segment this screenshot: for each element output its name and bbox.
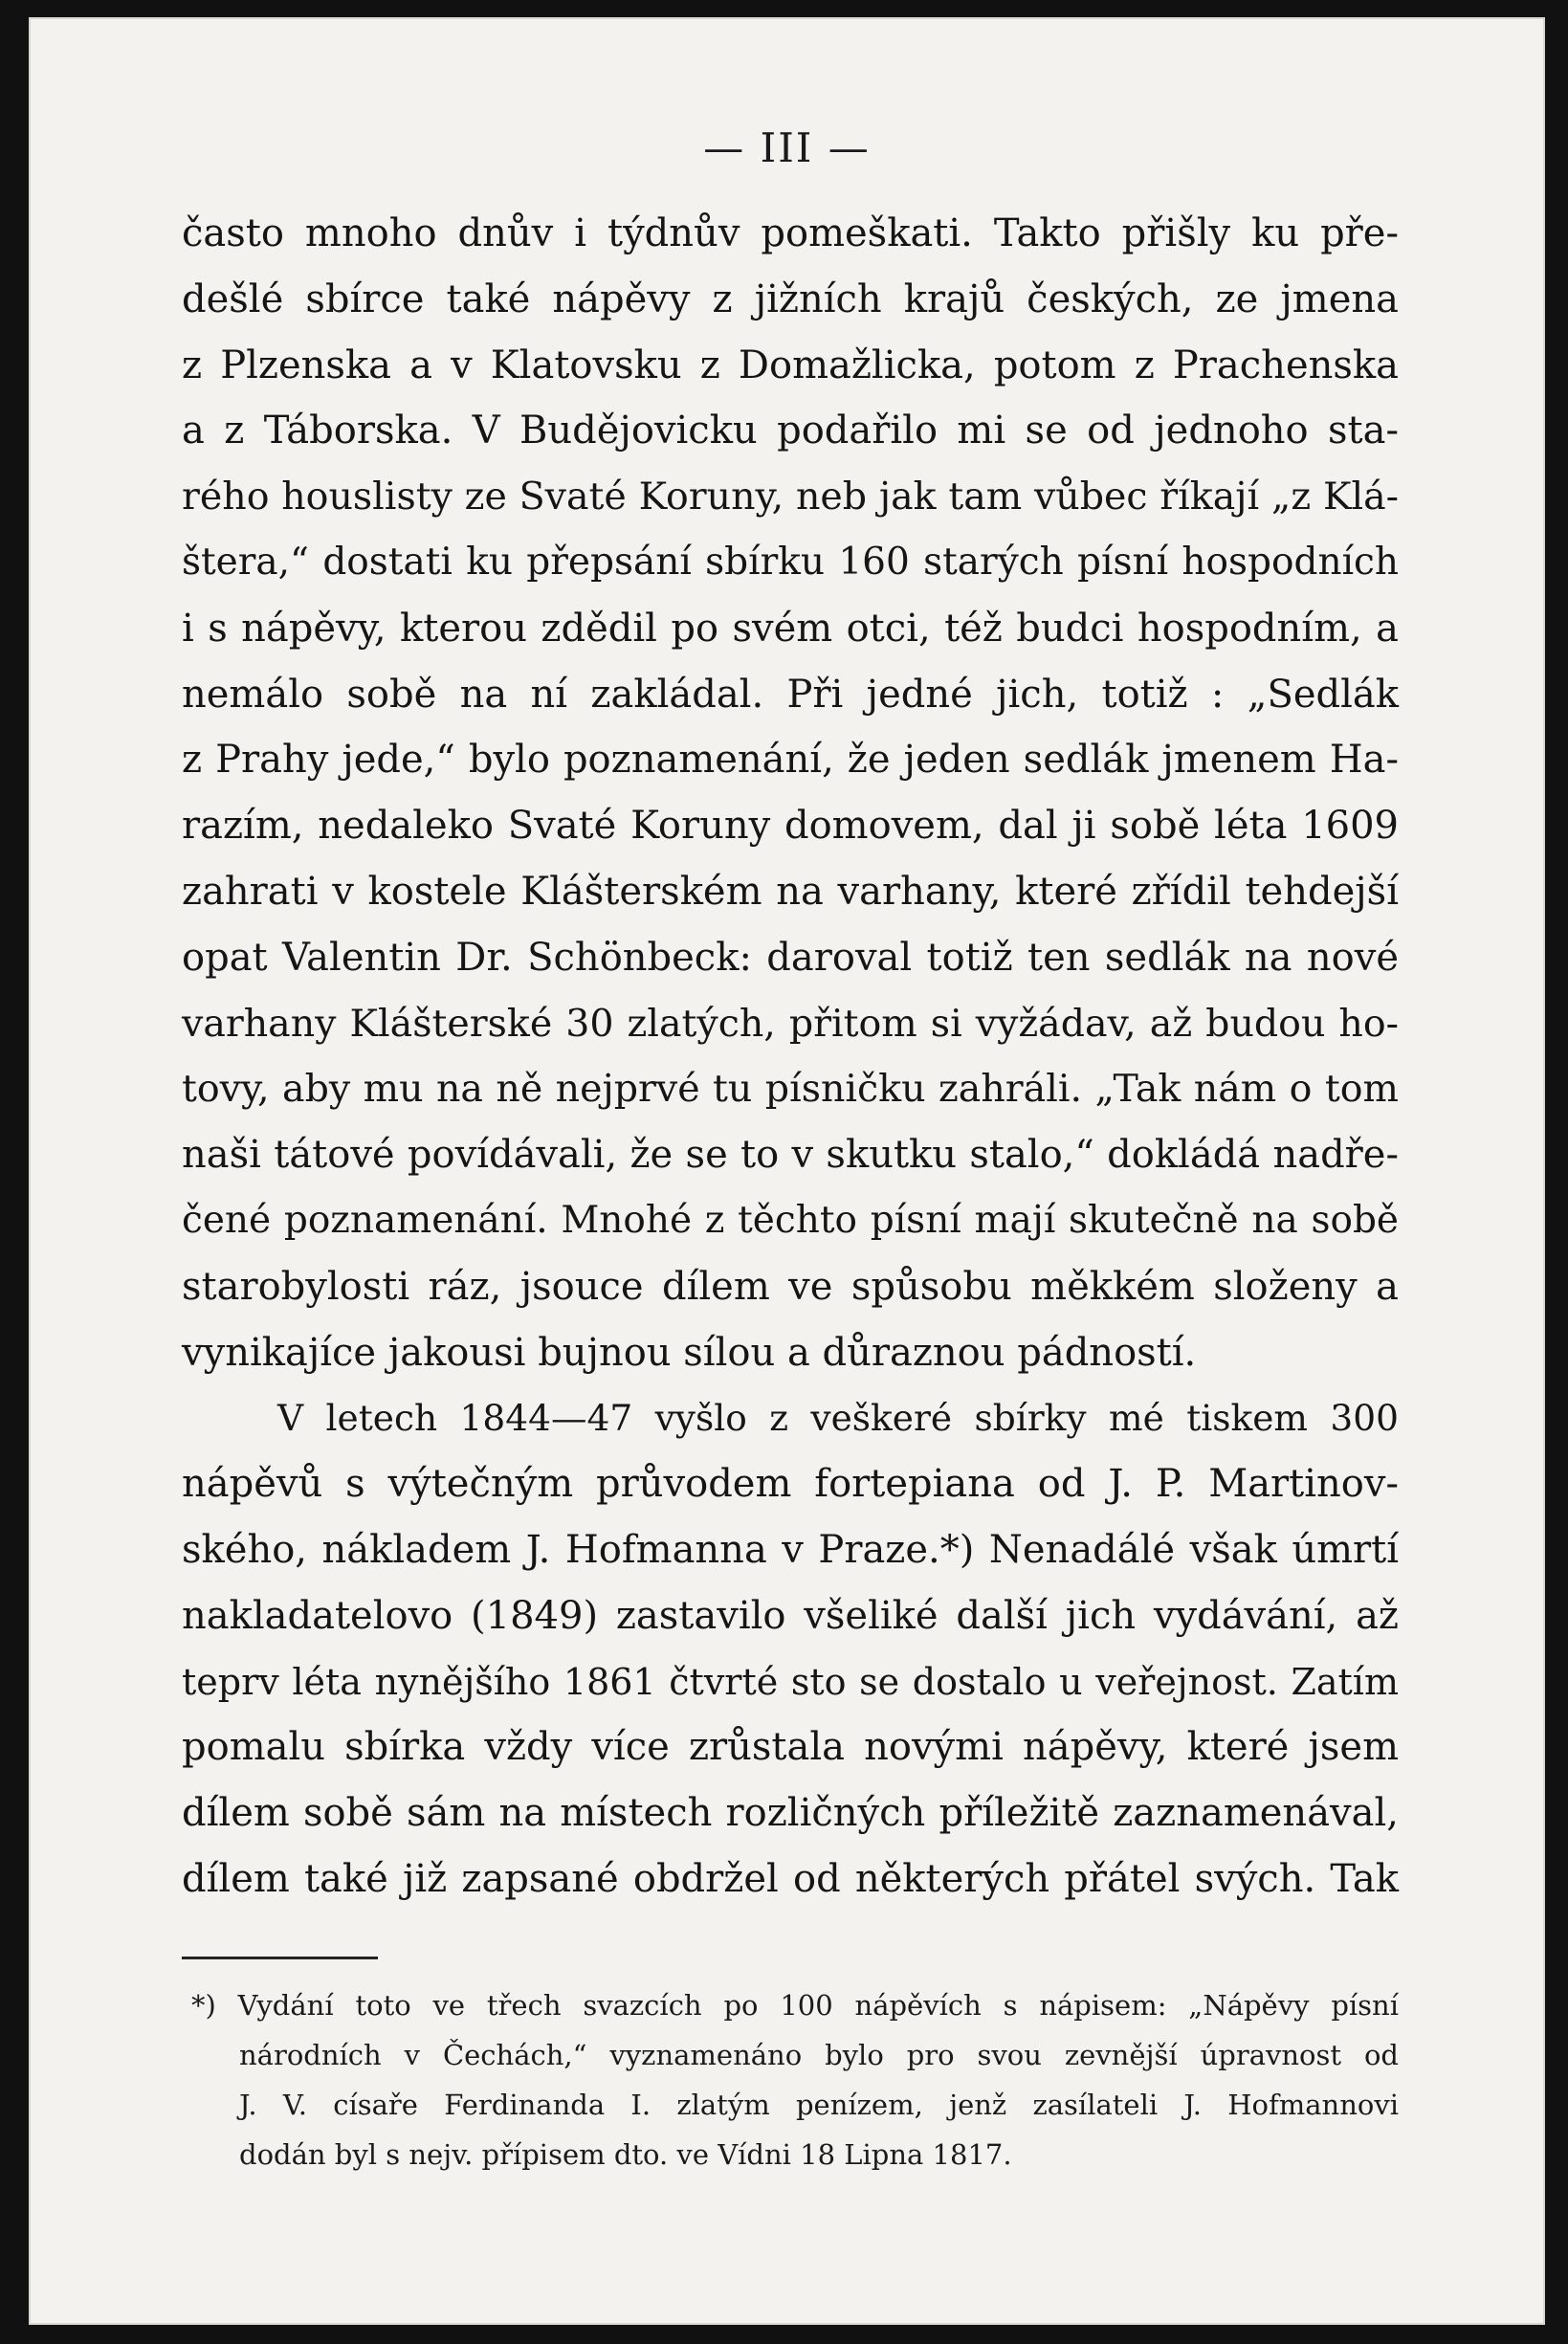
page-number: — III — <box>703 124 871 171</box>
text-line: a z Táborska. V Budějovicku podařilo mi se od jednoho sta- <box>182 409 1399 453</box>
text-line: razím, nedaleko Svaté Koruny domovem, dal ji sobě léta 1609 <box>182 804 1399 849</box>
text-line: dešlé sbírce také nápěvy z jižních krajů českých, ze jmena <box>182 276 1399 321</box>
footnote-line: J. V. císaře Ferdinanda I. zlatým penízem, jenž zasílateli J. Hofmannovi <box>239 2089 1399 2121</box>
text-line: z Prahy jede,“ bylo poznamenání, že jeden sedlák jmenem Ha- <box>182 738 1399 783</box>
text-line: opat Valentin Dr. Schönbeck: daroval totiž ten sedlák na nové <box>182 935 1399 980</box>
text-line: vynikajíce jakousi bujnou sílou a důraznou pádností. <box>182 1330 1197 1375</box>
text-line: z Plzenska a v Klatovsku z Domažlicka, potom z Prachenska <box>182 343 1399 387</box>
text-line: zahrati v kostele Klášterském na varhany, které zřídil tehdejší <box>182 869 1399 914</box>
text-line: často mnoho dnův i týdnův pomeškati. Takto přišly ku pře- <box>182 211 1399 255</box>
text-line: i s nápěvy, kterou zdědil po svém otci, též budci hospodním, a <box>182 606 1399 651</box>
footnote-divider <box>182 1957 378 1959</box>
footnote-line: dodán byl s nejv. přípisem dto. ve Vídni 18 Lipna 1817. <box>239 2138 1012 2171</box>
text-line: naši tátové povídávali, že se to v skutku stalo,“ dokládá nadře- <box>182 1133 1399 1178</box>
text-line: dílem také již zapsané obdržel od některých přátel svých. Tak <box>182 1856 1399 1901</box>
book-page <box>29 17 1545 2325</box>
text-line: pomalu sbírka vždy více zrůstala novými nápěvy, které jsem <box>182 1725 1399 1770</box>
footnote <box>191 1980 1399 2179</box>
text-line: rého houslisty ze Svaté Koruny, neb jak tam vůbec říkají „z Klá- <box>182 475 1399 520</box>
text-line: V letech 1844—47 vyšlo z veškeré sbírky mé tiskem 300 <box>277 1397 1399 1440</box>
text-line: dílem sobě sám na místech rozličných příležitě zaznamenával, <box>182 1791 1399 1836</box>
text-line: ského, nákladem J. Hofmanna v Praze.*) Nenadálé však úmrtí <box>182 1527 1399 1572</box>
text-line: nakladatelovo (1849) zastavilo všeliké další jich vydávání, až <box>182 1593 1399 1638</box>
text-line: nemálo sobě na ní zakládal. Při jedné jich, totiž : „Sedlák <box>182 672 1399 717</box>
text-line: nápěvů s výtečným průvodem fortepiana od J. P. Martinov- <box>182 1462 1399 1507</box>
body-text <box>182 201 1399 1913</box>
text-line: čené poznamenání. Mnohé z těchto písní mají skutečně na sobě <box>182 1198 1399 1242</box>
footnote-line: *) Vydání toto ve třech svazcích po 100 nápěvích s nápisem: „Nápěvy písní <box>191 1989 1399 2022</box>
text-line: štera,“ dostati ku přepsání sbírku 160 starých písní hospodních <box>182 540 1399 584</box>
text-line: starobylosti ráz, jsouce dílem ve spůsobu měkkém složeny a <box>182 1264 1399 1309</box>
text-line: tovy, aby mu na ně nejprvé tu písničku zahráli. „Tak nám o tom <box>182 1067 1399 1112</box>
text-line: varhany Klášterské 30 zlatých, přitom si vyžádav, až budou ho- <box>182 1001 1399 1046</box>
footnote-line: národních v Čechách,“ vyznamenáno bylo pro svou zevnější úpravnost od <box>239 2039 1399 2071</box>
text-line: teprv léta nynějšího 1861 čtvrté sto se dostalo u veřejnost. Zatím <box>182 1660 1399 1703</box>
